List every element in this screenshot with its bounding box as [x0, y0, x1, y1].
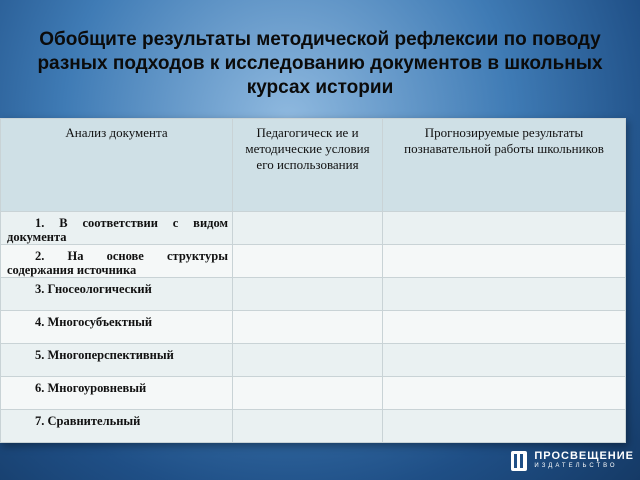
row-label: 4. Многосубъектный — [35, 315, 153, 329]
table-row — [1, 278, 626, 311]
row-label: 3. Гносеологический — [35, 282, 152, 296]
row-label: 7. Сравнительный — [35, 414, 141, 428]
table-row — [1, 344, 626, 377]
empty-cell[interactable] — [383, 212, 626, 245]
empty-cell[interactable] — [233, 311, 383, 344]
table-row — [1, 311, 626, 344]
book-icon — [510, 450, 528, 472]
row-label: 1. В соответствии с видом документа — [7, 216, 228, 244]
table-row — [1, 410, 626, 443]
reflection-table — [0, 118, 626, 443]
empty-cell[interactable] — [233, 344, 383, 377]
publisher-logo — [510, 450, 634, 472]
header-cell-analysis: Анализ документа — [1, 119, 233, 212]
row-label-cell — [1, 377, 233, 410]
row-label-cell — [1, 212, 233, 245]
table-row — [1, 377, 626, 410]
header-cell-results: Прогнозируемые результаты познавательной работы школьников — [383, 119, 626, 212]
empty-cell[interactable] — [233, 245, 383, 278]
table-row — [1, 245, 626, 278]
table-row — [1, 212, 626, 245]
empty-cell[interactable] — [233, 278, 383, 311]
empty-cell[interactable] — [233, 410, 383, 443]
row-label-cell — [1, 410, 233, 443]
row-label: 5. Многоперспективный — [35, 348, 174, 362]
empty-cell[interactable] — [383, 278, 626, 311]
empty-cell[interactable] — [383, 344, 626, 377]
brand-subtitle: ИЗДАТЕЛЬСТВО — [534, 463, 618, 469]
row-label: 2. На основе структуры содержания источника — [7, 249, 228, 277]
slide-title: Обобщите результаты методической рефлексии по поводу разных подходов к исследованию документов в школьных курсах истории — [37, 29, 603, 98]
empty-cell[interactable] — [233, 212, 383, 245]
row-label-cell — [1, 278, 233, 311]
header-cell-conditions: Педагогическ ие и методические условия его использования — [233, 119, 383, 212]
table-header-row — [1, 119, 626, 212]
empty-cell[interactable] — [233, 377, 383, 410]
row-label-cell — [1, 311, 233, 344]
empty-cell[interactable] — [383, 245, 626, 278]
empty-cell[interactable] — [383, 377, 626, 410]
row-label-cell — [1, 344, 233, 377]
brand-name: ПРОСВЕЩЕНИЕ — [534, 450, 634, 462]
empty-cell[interactable] — [383, 311, 626, 344]
empty-cell[interactable] — [383, 410, 626, 443]
row-label: 6. Многоуровневый — [35, 381, 147, 395]
row-label-cell — [1, 245, 233, 278]
